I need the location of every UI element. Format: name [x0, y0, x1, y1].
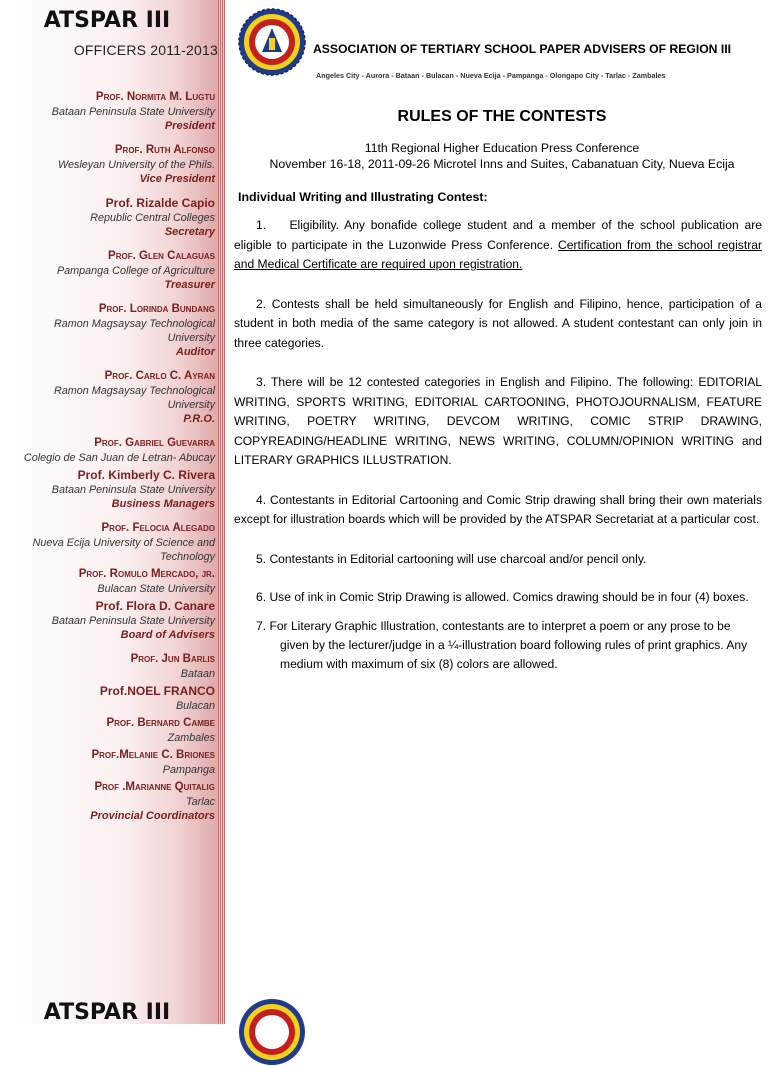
officer-school: Pampanga College of Agriculture — [56, 265, 215, 277]
coordinator-2 — [8, 684, 215, 713]
rule-5: 5. Contestants in Editorial cartooning will use charcoal and/or pencil only. — [256, 551, 647, 566]
business-manager-2 — [8, 468, 215, 511]
officer-president — [8, 90, 215, 133]
adviser-3 — [8, 599, 215, 642]
officer-school: Republic Central Colleges — [90, 212, 215, 224]
adviser-2 — [8, 567, 215, 596]
officer-role: Vice President — [139, 173, 215, 185]
officer-school: Bulacan State University — [97, 583, 215, 595]
sidebar-divider-stripe — [218, 0, 225, 1024]
coordinator-5 — [8, 780, 215, 823]
coordinator-3 — [8, 716, 215, 745]
officer-name: Prof. Lorinda Bundang — [98, 303, 215, 315]
officer-school: Pampanga — [162, 764, 215, 776]
officer-school: Wesleyan University of the Phils. — [57, 159, 215, 171]
rule-2: 2. Contests shall be held simultaneously for English and Filipino, hence, participation of a student in both media of the same category is not allowed. A student contestant can only join in three categories. — [234, 296, 762, 350]
atspar-seal-logo — [238, 8, 306, 76]
officer-school: Bataan Peninsula State University — [51, 106, 215, 118]
officer-name: Prof. Normita M. Lugtu — [95, 91, 215, 103]
officer-school: Bataan Peninsula State University — [51, 615, 215, 627]
officer-role: Provincial Coordinators — [90, 810, 215, 822]
rule-1 — [234, 216, 762, 275]
atspar-seal-logo-footer — [238, 998, 306, 1066]
officer-secretary — [8, 196, 215, 239]
rules-content — [234, 108, 762, 674]
officer-auditor — [8, 302, 215, 359]
coordinator-1 — [8, 652, 215, 681]
rule-7: 7. For Literary Graphic Illustration, contestants are to interpret a poem or any prose to be given by the lecturer/judge in a ¼-illustration board following rules of print graphics. Any medium with maximum of six (8) colors are allowed. — [256, 619, 748, 671]
coordinator-4 — [8, 748, 215, 777]
officer-school: Bataan Peninsula State University — [51, 484, 215, 496]
officer-treasurer — [8, 249, 215, 292]
officer-name: Prof. Jun Barlis — [130, 653, 215, 665]
officer-school: Tarlac — [185, 796, 215, 808]
association-name: ASSOCIATION OF TERTIARY SCHOOL PAPER ADVISERS OF REGION III — [313, 42, 732, 56]
officer-role: Business Managers — [111, 498, 215, 510]
section-heading: Individual Writing and Illustrating Contest: — [238, 190, 488, 204]
officer-role: P.R.O. — [183, 413, 215, 425]
officer-name: Prof. Romulo Mercado, jr. — [78, 568, 215, 580]
officer-school: Bulacan — [175, 700, 215, 712]
sidebar-subtitle: OFFICERS 2011-2013 — [73, 42, 218, 58]
officer-school: Colegio de San Juan de Letran- Abucay — [23, 452, 215, 464]
officer-school: Ramon Magsaysay Technological University — [53, 385, 215, 411]
officer-name: Prof. Flora D. Canare — [95, 599, 215, 613]
rule-3: 3. There will be 12 contested categories in English and Filipino. The following: EDITORIAL WRITING, SPORTS WRITING, EDITORIAL CARTOONING, PHOTOJOURNALISM, FEATURE WRITING, POETRY WRITING, DEVCOM WRITING, COMIC STRIP DRAWING, COPYREADING/HEADLINE WRITING, NEWS WRITING, COLUMN/OPINION WRITING and LITERARY GRAPHICS ILLUSTRATION. — [234, 375, 762, 467]
officer-role: President — [164, 120, 215, 132]
officer-school: Nueva Ecija University of Science and Technology — [32, 537, 215, 563]
business-manager-1 — [8, 436, 215, 465]
officer-school: Ramon Magsaysay Technological University — [53, 318, 215, 344]
officer-role: Secretary — [164, 226, 215, 238]
officer-pro — [8, 369, 215, 426]
officer-name: Prof. Gabriel Guevarra — [94, 437, 215, 449]
event-info — [242, 140, 762, 172]
officer-name: Prof. Ruth Alfonso — [114, 144, 215, 156]
officer-name: Prof. Bernard Cambe — [106, 717, 215, 729]
page-title: RULES OF THE CONTESTS — [397, 108, 607, 125]
member-places: Angeles City - Aurora - Bataan - Bulacan - Nueva Ecija - Pampanga - Olongapo City - Tarlac - Zambales — [316, 71, 666, 80]
rule-4: 4. Contestants in Editorial Cartooning and Comic Strip drawing shall bring their own materials except for illustration boards which will be provided by the ATSPAR Secretariat at a particular cost. — [234, 492, 762, 526]
officer-name: Prof. Felocia Alegado — [101, 522, 215, 534]
officer-vice-president — [8, 143, 215, 186]
officer-school: Zambales — [167, 732, 215, 744]
officer-name: Prof. Carlo C. Ayran — [104, 370, 215, 382]
rule-6: 6. Use of ink in Comic Strip Drawing is allowed. Comics drawing should be in four (4) boxes. — [256, 590, 749, 604]
rule-1-number: 1. — [256, 218, 267, 232]
sidebar-footer-title: ATSPAR III — [43, 1000, 171, 1025]
event-line-1: 11th Regional Higher Education Press Conference — [364, 141, 640, 155]
adviser-1 — [8, 521, 215, 564]
officer-name: Prof.NOEL FRANCO — [99, 684, 215, 698]
officer-name: Prof. Rizalde Capio — [105, 196, 215, 210]
officer-name: Prof.Melanie C. Briones — [91, 749, 215, 761]
rule-1-requirement: Certification from the school registrar and Medical Certificate are required upon registration. — [234, 237, 762, 271]
rule-1-text: Eligibility. Any bonafide college student and a member of the school publication are eligible to participate in the Luzonwide Press Conference. — [234, 218, 762, 252]
officer-school: Bataan — [180, 668, 215, 680]
officer-name: Prof .Marianne Quitalig — [94, 781, 215, 793]
officer-role: Board of Advisers — [120, 629, 215, 641]
officer-role: Treasurer — [164, 279, 215, 291]
officer-name: Prof. Glen Calaguas — [108, 250, 215, 262]
event-line-2: November 16-18, 2011-09-26 Microtel Inns and Suites, Cabanatuan City, Nueva Ecija — [269, 157, 735, 171]
officer-role: Auditor — [175, 346, 215, 358]
sidebar-title: ATSPAR III — [43, 8, 171, 33]
officer-name: Prof. Kimberly C. Rivera — [77, 468, 215, 482]
officers-list — [8, 90, 215, 833]
